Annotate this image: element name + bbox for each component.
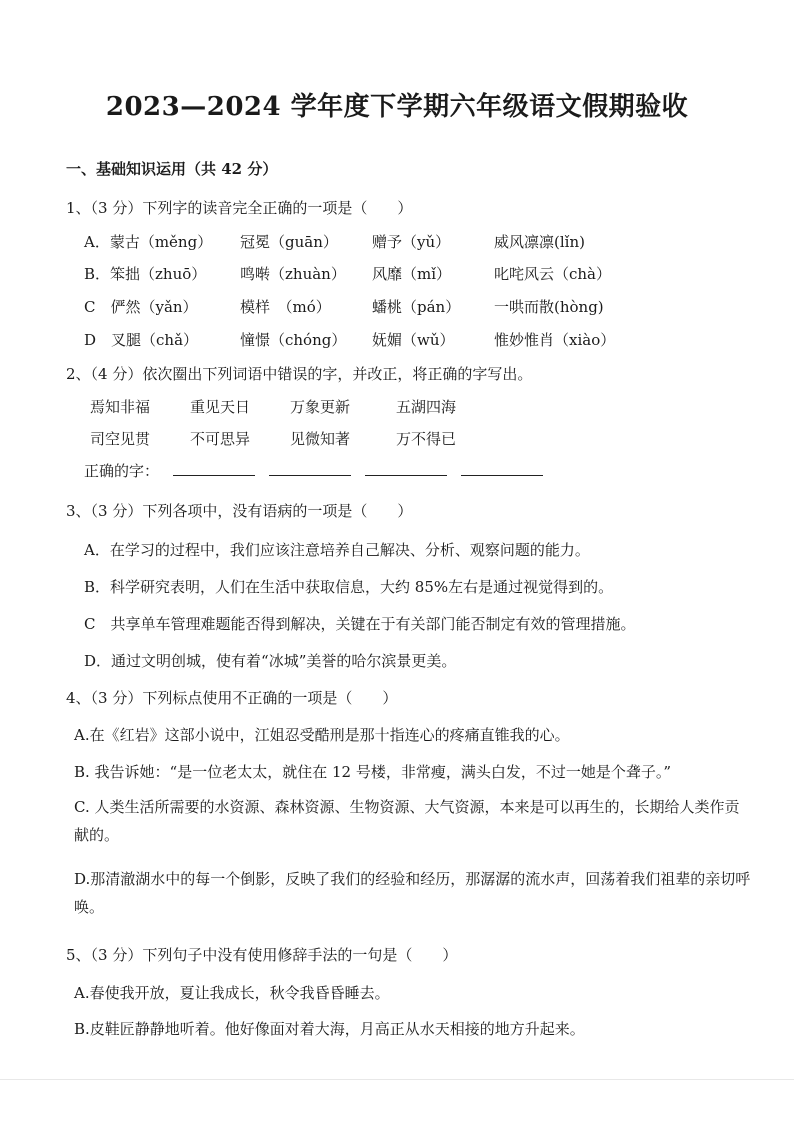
q1-option-cell: 风靡（mǐ） — [372, 265, 452, 283]
q1-option-cell: 威风凛凛(lǐn) — [494, 233, 585, 251]
q2-answer-row — [84, 460, 543, 481]
q2-word: 焉知非福 — [90, 398, 151, 416]
q4-option-a: A.在《红岩》这部小说中，江姐忍受酷刑是那十指连心的疼痛直锥我的心。 — [74, 726, 570, 744]
q2-word: 司空见贯 — [90, 430, 151, 448]
answer-blank[interactable] — [461, 461, 543, 476]
answer-blank[interactable] — [365, 461, 447, 476]
q1-option-cell: 叱咤风云（chà） — [494, 265, 612, 283]
q1-option-cell: 赠予（yǔ） — [372, 233, 451, 251]
q4-option-c: C. 人类生活所需要的水资源、森林资源、生物资源、大气资源，本来是可以再生的，长期给人类作贡献的。 — [74, 798, 740, 844]
q1-option-cell: 憧憬（chóng） — [240, 331, 347, 349]
q1-option-cell: 冠冕（guān） — [240, 233, 338, 251]
q1-option-cell: 一哄而散(hòng) — [494, 298, 604, 316]
q2-word: 见微知著 — [290, 430, 351, 448]
section-heading: 一、基础知识运用（共 42 分） — [66, 160, 278, 178]
q3-option-a: A．在学习的过程中，我们应该注意培养自己解决、分析、观察问题的能力。 — [84, 541, 590, 559]
q5-option-a: A.春使我开放，夏让我成长，秋令我昏昏睡去。 — [74, 984, 390, 1002]
q1-option-cell: C 俨然（yǎn） — [84, 298, 198, 316]
q1-option-cell: 惟妙惟肖（xiào） — [494, 331, 616, 349]
q1-option-cell: A．蒙古（měng） — [84, 233, 213, 251]
answer-blank[interactable] — [173, 461, 255, 476]
question-5-stem: 5、（3 分）下列句子中没有使用修辞手法的一句是（ ） — [66, 946, 458, 964]
exam-title: 2023—2024 学年度下学期六年级语文假期验收 — [105, 92, 689, 122]
question-1-stem: 1、（3 分）下列字的读音完全正确的一项是（ ） — [66, 199, 413, 217]
q3-option-c: C 共享单车管理难题能否得到解决，关键在于有关部门能否制定有效的管理措施。 — [84, 615, 636, 633]
q1-option-cell: 模样 （mó） — [240, 298, 331, 316]
q1-option-cell: 鸣啭（zhuàn） — [240, 265, 346, 283]
q1-option-cell: 妩媚（wǔ） — [372, 331, 455, 349]
q2-word: 重见天日 — [190, 398, 251, 416]
q1-option-cell: D 叉腿（chǎ） — [84, 331, 199, 349]
q2-word: 不可思异 — [190, 430, 251, 448]
q3-option-b: B．科学研究表明，人们在生活中获取信息，大约 85%左右是通过视觉得到的。 — [84, 578, 614, 596]
question-3-stem: 3、（3 分）下列各项中，没有语病的一项是（ ） — [66, 502, 413, 520]
answer-blank[interactable] — [269, 461, 351, 476]
q4-option-d: D.那清澈湖水中的每一个倒影，反映了我们的经验和经历，那潺潺的流水声，回荡着我们祖辈的亲切呼唤。 — [74, 870, 751, 916]
page-bottom-divider — [0, 1079, 794, 1080]
q3-option-d: D．通过文明创城，使有着“冰城”美誉的哈尔滨景更美。 — [84, 652, 457, 670]
question-2-stem: 2、（4 分）依次圈出下列词语中错误的字，并改正，将正确的字写出。 — [66, 365, 533, 383]
q4-option-b: B. 我告诉她：“是一位老太太，就住在 12 号楼，非常瘦，满头白发，不过一她是个聋子。” — [74, 763, 672, 781]
q1-option-cell: B．笨拙（zhuō） — [84, 265, 207, 283]
q2-word: 万象更新 — [290, 398, 351, 416]
q5-option-b: B.皮鞋匠静静地听着。他好像面对着大海，月高正从水天相接的地方升起来。 — [74, 1020, 585, 1038]
q1-option-cell: 蟠桃（pán） — [372, 298, 461, 316]
q2-word: 五湖四海 — [396, 398, 457, 416]
q2-word: 万不得已 — [396, 430, 457, 448]
question-4-stem: 4、（3 分）下列标点使用不正确的一项是（ ） — [66, 689, 398, 707]
q2-answer-label: 正确的字： — [84, 462, 160, 480]
